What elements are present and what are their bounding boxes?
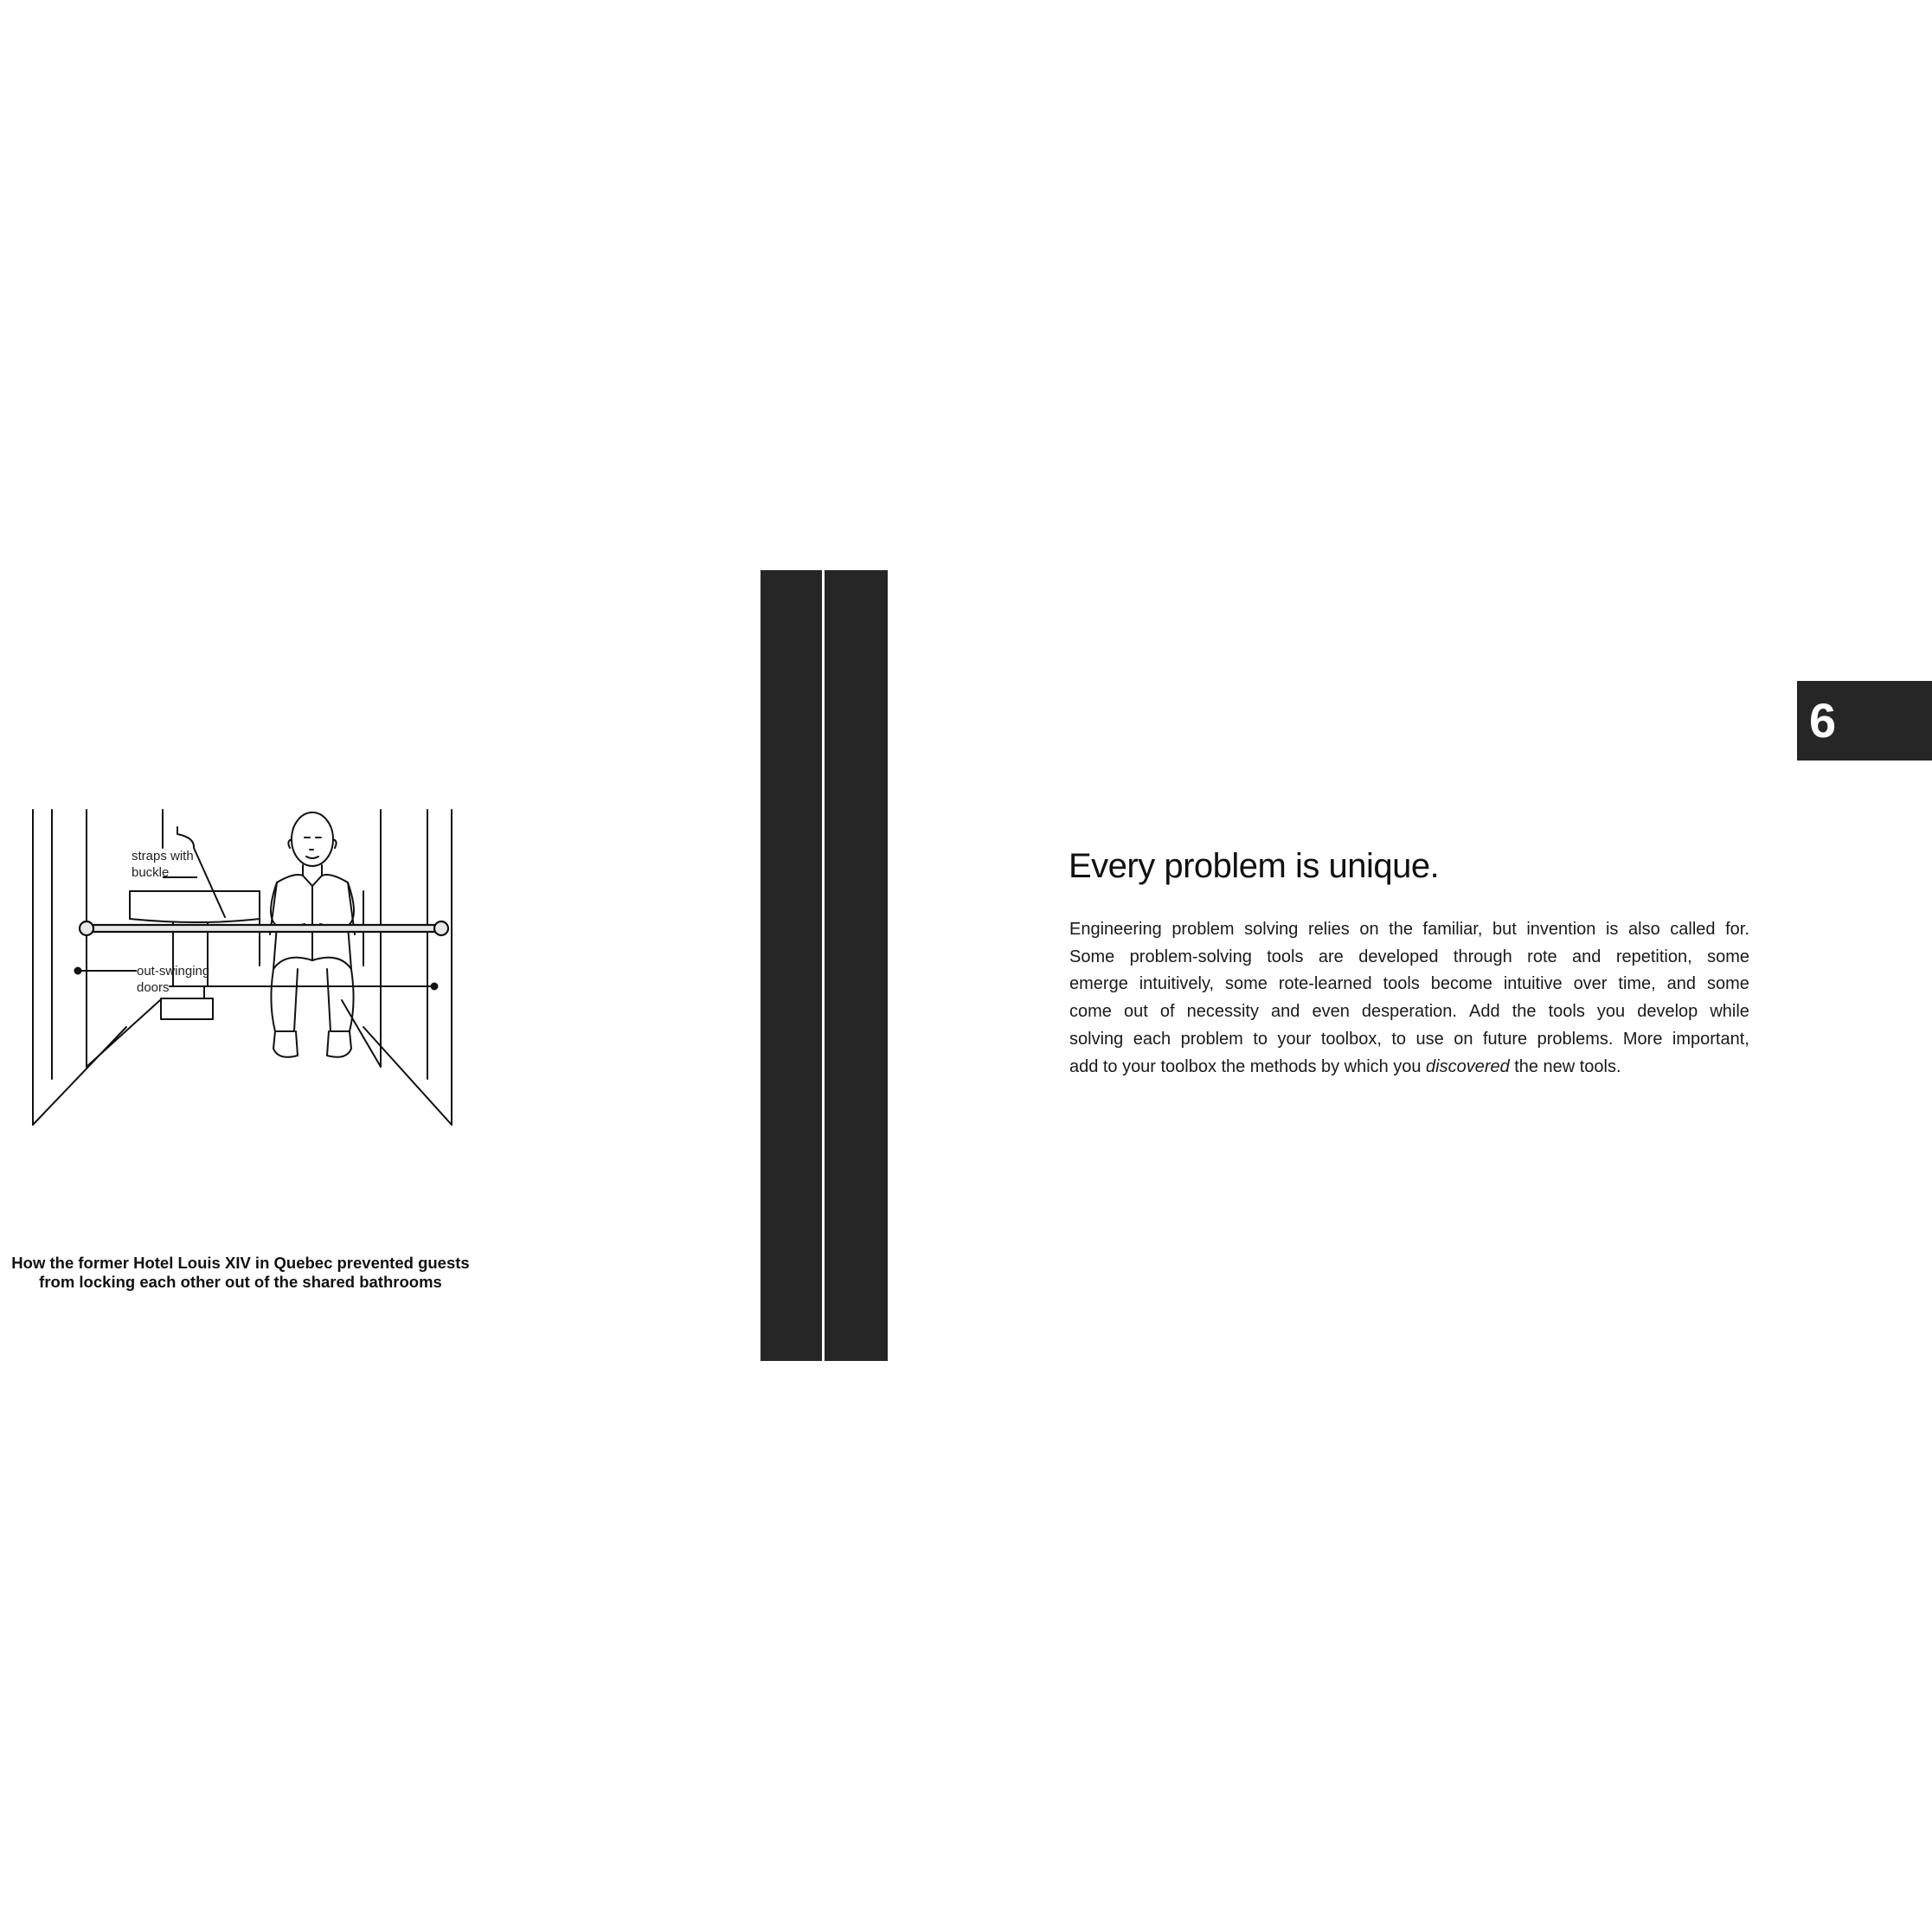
word: new [1543,1056,1576,1076]
word: over [1573,974,1608,994]
gutter-bar-right [825,570,888,1361]
word: the [1512,1002,1537,1022]
word: on [1359,920,1379,939]
body-paragraph [1069,916,1749,1081]
word: to [1253,1029,1268,1049]
straps-label-line1: straps with [132,849,194,863]
word: important, [1672,1029,1749,1049]
word: out [1123,1002,1148,1022]
word: to [1391,1029,1407,1049]
word: More [1622,1029,1663,1049]
word: but [1492,920,1517,939]
word: repetition, [1615,947,1692,966]
word: some [1706,974,1749,994]
paragraph-last-line [1069,1054,1749,1082]
word: and [1572,947,1601,966]
chapter-number: 6 [1809,693,1837,748]
caption-line-1: How the former Hotel Louis XIV in Quebec prevented guests [11,1254,470,1272]
paragraph-line [1069,998,1749,1026]
word: problem [1180,1029,1243,1049]
word: add [1069,1056,1099,1076]
word: the [1514,1056,1539,1076]
page-heading: Every problem is unique. [1069,847,1440,885]
paragraph-line [1069,1026,1749,1054]
word: methods [1249,1056,1317,1076]
word: problem [1171,920,1235,939]
word: necessity [1186,1002,1259,1022]
word: through [1453,947,1512,966]
doors-label-line2: doors [137,980,170,995]
word: on [1454,1029,1473,1049]
hotel-bathroom-illustration [0,796,485,1142]
word: and [1271,1002,1300,1022]
word: invention [1526,920,1596,939]
word: also [1628,920,1660,939]
straps-label-line2: buckle [132,865,170,880]
word: problem-solving [1129,947,1252,966]
caption-line-2: from locking each other out of the shared bathrooms [39,1273,442,1291]
paragraph-line [1069,916,1749,944]
chapter-number-tab [1797,681,1932,761]
word: future [1482,1029,1528,1049]
word: intuitively, [1139,974,1215,994]
word: desperation. [1361,1002,1457,1022]
word: some [1224,974,1268,994]
word: your [1277,1029,1312,1049]
word: developed [1358,947,1439,966]
word: tools [1383,974,1420,994]
word: become [1430,974,1492,994]
word: emerge [1069,974,1128,994]
word: solving [1069,1029,1124,1049]
word: which [1344,1056,1389,1076]
word: familiar, [1422,920,1483,939]
word: some [1707,947,1749,966]
word: toolbox, [1320,1029,1382,1049]
word: is [1605,920,1619,939]
word: each [1133,1029,1171,1049]
word: are [1318,947,1344,966]
word: you [1393,1056,1422,1076]
word: for. [1725,920,1749,939]
word: develop [1637,1002,1698,1022]
word: tools [1548,1002,1585,1022]
figure-caption [0,1254,481,1292]
word: tools [1267,947,1304,966]
word: even [1312,1002,1350,1022]
word: the [1221,1056,1246,1076]
word: tools. [1579,1056,1621,1076]
word: intuitive [1503,974,1563,994]
word: you [1596,1002,1626,1022]
word: rote [1527,947,1557,966]
word: rote-learned [1278,974,1372,994]
word: relies [1307,920,1350,939]
emphasized-word: discovered [1426,1056,1510,1076]
word: Engineering [1069,920,1162,939]
word: called [1670,920,1716,939]
word: problems. [1537,1029,1614,1049]
word: use [1415,1029,1444,1049]
word: and [1666,974,1697,994]
word: Some [1069,947,1115,966]
doors-label-line1: out-swinging [137,964,210,979]
word: of [1159,1002,1175,1022]
paragraph-line [1069,971,1749,998]
word: come [1069,1002,1112,1022]
word: by [1321,1056,1340,1076]
gutter-bar-left [761,570,822,1361]
word: time, [1618,974,1656,994]
paragraph-line [1069,944,1749,972]
word: while [1710,1002,1749,1022]
word: the [1389,920,1413,939]
word: solving [1244,920,1299,939]
word: your [1122,1056,1156,1076]
word: Add [1469,1002,1500,1022]
word: to [1102,1056,1118,1076]
word: toolbox [1160,1056,1216,1076]
